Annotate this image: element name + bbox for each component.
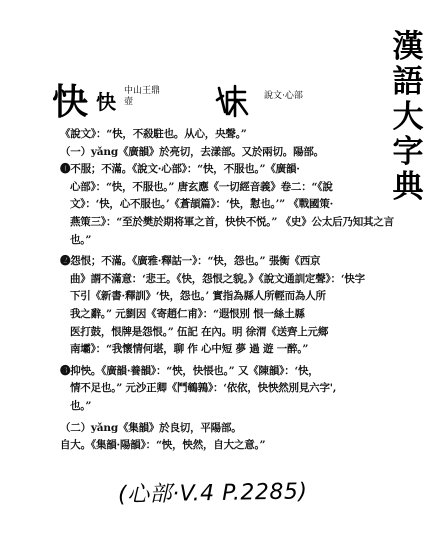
entry-head — [52, 82, 382, 124]
text-line: 南壩》：“我懷情何堪，聊 作 心中短 夢 過 遊 一醉。” — [70, 343, 309, 356]
bronze-form-character: 快 — [96, 90, 116, 114]
dictionary-title-char: 字 — [392, 134, 424, 170]
dictionary-title-char: 漢 — [392, 29, 424, 65]
text-line: ❸抑怏。《廣韻·養韻》：“怏，快悵也。” 又《陳韻》：‘快， — [60, 364, 319, 377]
text-line: 燕策三》：“至於樊於期将軍之首，快快不悦。” 《史》公太后乃知其之言 — [70, 215, 394, 228]
bronze-source-line-2: 壺 — [124, 97, 134, 107]
dictionary-title-char: 典 — [392, 169, 424, 205]
text-line: 自大。《集韻·陽韻》：“怏，怏然，自大之意。” — [60, 439, 266, 452]
text-line: 心部》：“快，不服也。” 唐玄應《一切經音義》卷二：“《說 — [70, 180, 333, 193]
bronze-source-note — [124, 86, 160, 108]
seal-source-note: 說文·心部 — [264, 91, 303, 101]
text-line: （二）yǎng《集韻》於良切，平陽部。 — [60, 421, 242, 434]
entry-body — [60, 126, 394, 455]
seal-script-icon — [215, 82, 249, 118]
head-character: 快 — [52, 81, 89, 123]
dictionary-title-char: 大 — [392, 99, 424, 135]
dictionary-title-char: 語 — [392, 64, 424, 100]
handwritten-reference-note: (心部·V.4 P.2285) — [117, 479, 308, 508]
text-line: 曲》謂不滿意：‘悲王。《快，怨恨之貌。》《說文通訓定聲》：‘快字 — [70, 272, 365, 285]
text-line: ❷怨恨；不滿。《廣雅·釋詁一》：“快，怨也。” 張衡《西京 — [60, 255, 321, 268]
text-line: ❶不服；不滿。《說文·心部》：“快，不服也。”《廣韻· — [60, 163, 300, 176]
text-line: 医打鼓，恨牌是怨恨。” 伍記 在內。明 徐渭《送齊上元鄉 — [70, 325, 329, 338]
text-line: 情不足也。” 元沙正卿《鬥鵪鶉》：‘依依，快怏然別見六字', — [70, 382, 337, 395]
bronze-source-line-1: 中山王鼎 — [124, 86, 161, 96]
text-line: （一）yǎng《廣韻》於亮切，去漾部。又於兩切。陽部。 — [60, 145, 324, 158]
dictionary-title-vertical — [388, 30, 428, 205]
text-line: 下引《新書·釋訓》‘快，怨也。’ 實指為縣人所輕而為人所 — [70, 290, 326, 303]
text-line: 也。” — [70, 233, 92, 246]
text-line: 《說文》：“快，不殺駐也。从心，央聲。” — [60, 128, 247, 140]
text-line: 我之辭。” 元劉因《寄趙仁甫》：“遐恨別 恨一絲土縣 — [70, 307, 305, 320]
text-line: 文》：‘快，心不服也。’《蒼頡篇》：‘快，懟也。’” 《戰國策· — [70, 198, 334, 211]
text-line: 也。” — [70, 399, 92, 412]
